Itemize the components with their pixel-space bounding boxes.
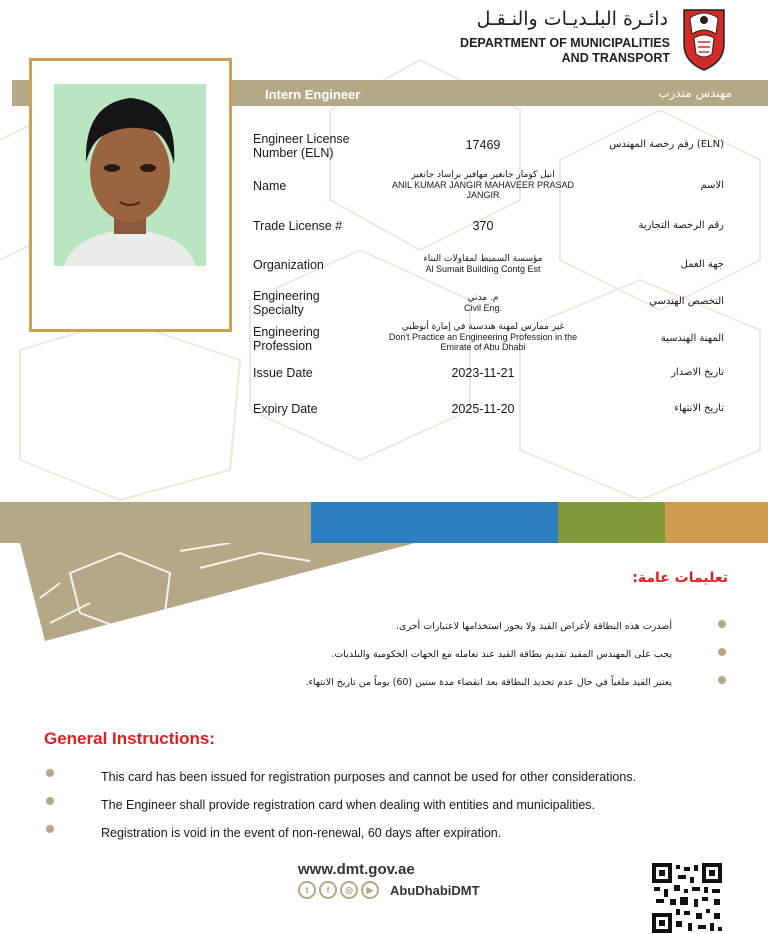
eln-label: Engineer License Number (ELN) xyxy=(253,132,350,160)
profession-value xyxy=(382,322,584,352)
expiry-date-label: Expiry Date xyxy=(253,402,318,416)
eln-label-arabic: (ELN) رقم رخصة المهندس xyxy=(609,139,724,150)
falcon-emblem-icon xyxy=(676,4,732,72)
bullet-icon xyxy=(46,825,54,833)
stripe-blue xyxy=(311,502,558,543)
eln-value: 17469 xyxy=(465,138,501,152)
instagram-icon[interactable]: ◎ xyxy=(340,881,358,899)
instruction-ar-3: يعتبر القيد ملغياً في حال عدم تجديد البطاقة بعد انقضاء مدة ستين (60) يوماً من تاريخ الانتهاء. xyxy=(305,677,672,688)
instruction-en-1: This card has been issued for registration purposes and cannot be used for other considerations. xyxy=(101,770,637,784)
engineer-photo xyxy=(54,84,206,266)
instruction-ar-2: يجب على المهندس المقيد تقديم بطاقة القيد عند تعامله مع الجهات الحكومية والبلديات. xyxy=(331,649,672,660)
profession-label-arabic: المهنة الهندسية xyxy=(660,333,724,344)
qr-code xyxy=(652,863,722,933)
instruction-en-3: Registration is void in the event of non-renewal, 60 days after expiration. xyxy=(101,826,502,840)
org-name-arabic: دائـرة البلـديـات والنـقـل xyxy=(476,8,668,30)
instruction-en-2: The Engineer shall provide registration card when dealing with entities and municipalities. xyxy=(101,798,596,812)
card-title: Intern Engineer xyxy=(265,87,361,102)
bullet-icon xyxy=(718,676,726,684)
expiry-date-value: 2025-11-20 xyxy=(451,402,515,416)
name-value-arabic: انيل كومار جانغير مهافير براساد جانغير xyxy=(411,170,555,180)
organization-value-arabic: مؤسسة السميط لمقاولات البناء xyxy=(423,254,543,264)
card-title-arabic: مهندس متدرب xyxy=(658,86,732,100)
issue-date-value: 2023-11-21 xyxy=(451,366,515,380)
trade-license-label-arabic: رقم الرخصة التجارية xyxy=(638,220,724,231)
expiry-date-label-arabic: تاريخ الانتهاء xyxy=(674,403,724,414)
name-label: Name xyxy=(253,179,287,193)
trade-license-label: Trade License # xyxy=(253,219,343,233)
facebook-icon[interactable]: f xyxy=(319,881,337,899)
stripe-beige xyxy=(0,502,311,543)
website-link[interactable]: www.dmt.gov.ae xyxy=(298,861,415,878)
org-name-english-line1: DEPARTMENT OF MUNICIPALITIES xyxy=(460,36,670,50)
organization-label: Organization xyxy=(253,258,324,272)
organization-value xyxy=(382,254,584,274)
instruction-ar-1: أصدرت هذه البطاقة لأغراض القيد ولا يجوز استخدامها لاعتبارات أخرى. xyxy=(395,621,672,632)
stripe-orange xyxy=(665,502,768,543)
org-name-english-line2: AND TRANSPORT xyxy=(561,51,670,65)
specialty-value-english: Civil Eng. xyxy=(463,303,502,313)
specialty-value-arabic: م. مدني xyxy=(467,293,499,303)
trade-license-value: 370 xyxy=(472,219,494,233)
social-links xyxy=(298,880,480,900)
profession-label: Engineering Profession xyxy=(253,325,320,353)
bullet-icon xyxy=(718,648,726,656)
specialty-label: Engineering Specialty xyxy=(253,289,320,317)
social-handle: AbuDhabiDMT xyxy=(390,882,480,898)
profession-value-arabic: غير ممارس لمهنة هندسية في إمارة أبوظبي xyxy=(401,322,565,332)
specialty-label-arabic: التخصص الهندسي xyxy=(649,296,724,307)
issue-date-label: Issue Date xyxy=(253,366,313,380)
bullet-icon xyxy=(46,797,54,805)
portrait-image xyxy=(54,84,206,266)
name-value xyxy=(382,170,584,200)
name-value-english: ANIL KUMAR JANGIR MAHAVEER PRASAD JANGIR xyxy=(391,180,575,200)
stripe-green xyxy=(558,502,665,543)
issue-date-label-arabic: تاريخ الاصدار xyxy=(671,367,724,378)
bullet-icon xyxy=(718,620,726,628)
specialty-value xyxy=(382,293,584,313)
organization-value-english: Al Sumait Building Contg Est xyxy=(425,264,541,274)
profession-value-english: Don't Practice an Engineering Profession in the Emirate of Abu Dhabi xyxy=(388,332,578,352)
youtube-icon[interactable]: ▶ xyxy=(361,881,379,899)
instructions-heading-arabic: تعليمات عامة: xyxy=(632,570,728,586)
instructions-heading-english: General Instructions: xyxy=(44,729,215,748)
name-label-arabic: الاسم xyxy=(700,180,724,191)
twitter-icon[interactable]: t xyxy=(298,881,316,899)
bullet-icon xyxy=(46,769,54,777)
organization-label-arabic: جهة العمل xyxy=(680,259,724,270)
decorative-wedge xyxy=(0,543,420,643)
